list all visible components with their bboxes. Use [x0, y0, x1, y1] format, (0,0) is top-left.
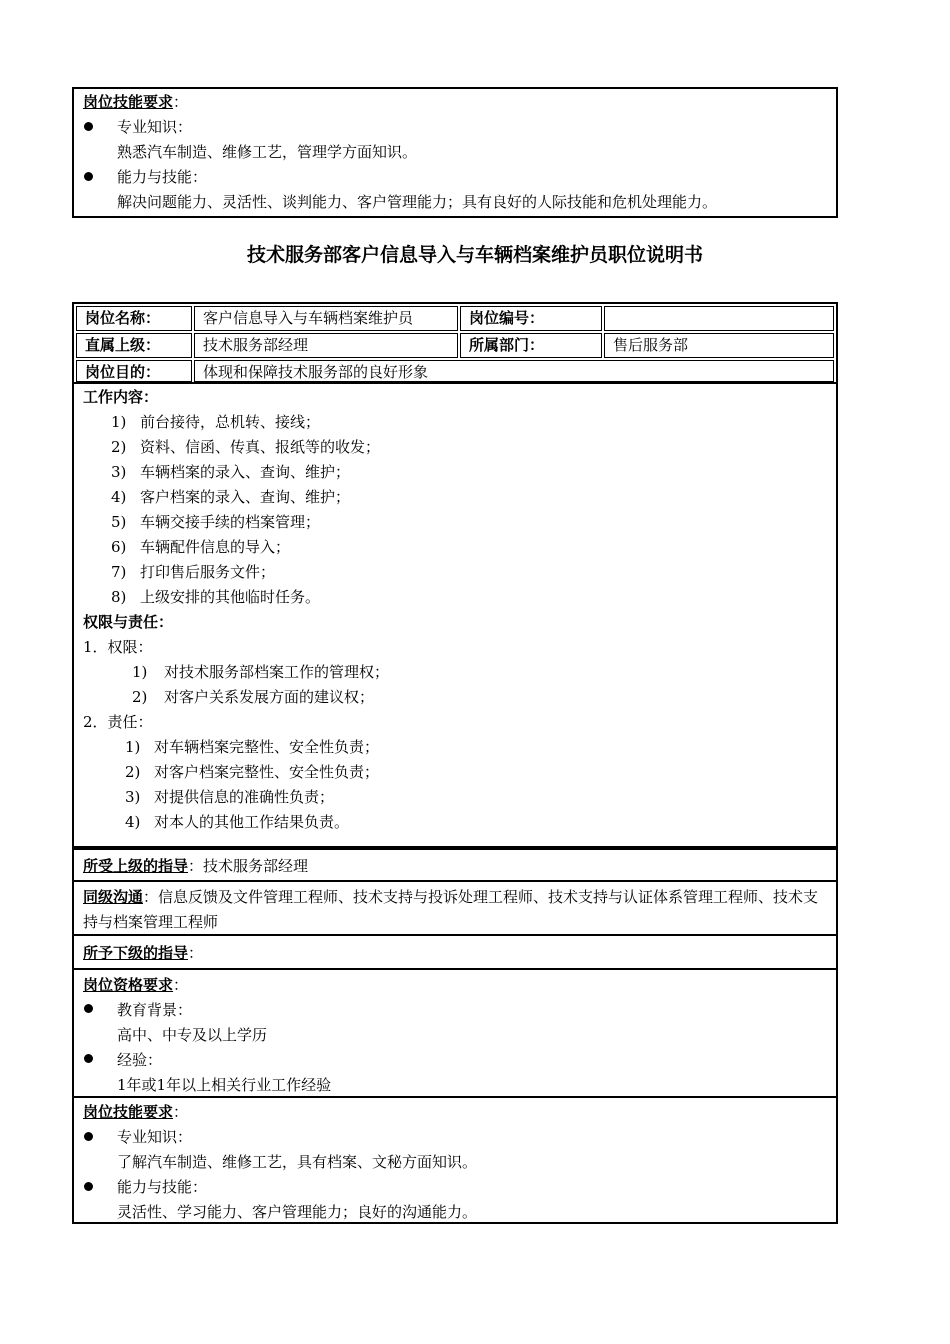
right-item: 对技术服务部档案工作的管理权； [164, 663, 390, 681]
top-skills-heading-suffix: ： [173, 93, 189, 111]
bullet-icon [84, 1182, 93, 1191]
qualification-heading: 岗位资格要求 [83, 976, 174, 994]
skills-detail: 了解汽车制造、维修工艺，具有档案、文秘方面知识。 [117, 1153, 478, 1171]
work-item-num: 5) [111, 513, 127, 531]
work-item: 车辆档案的录入、查询、维护； [140, 463, 351, 481]
work-item-num: 6) [111, 538, 127, 556]
bullet-icon [84, 1054, 93, 1063]
document-title: 技术服务部客户信息导入与车辆档案维护员职位说明书 [246, 244, 703, 266]
right-item: 对客户关系发展方面的建议权； [164, 688, 375, 706]
bullet-icon [84, 122, 93, 131]
work-item-num: 7) [111, 563, 127, 581]
right-item-num: 1) [132, 663, 148, 681]
duty-item: 对客户档案完整性、安全性负责； [154, 763, 380, 781]
purpose-label: 岗位目的： [76, 360, 192, 382]
top-skills-heading-line [83, 90, 188, 115]
top-skill-label: 能力与技能： [117, 168, 208, 186]
top-skill-label: 专业知识： [117, 118, 193, 136]
authority-heading: 权限与责任： [83, 613, 174, 631]
communication-section [72, 880, 838, 936]
rights-heading: 1．权限： [83, 638, 153, 656]
department-label: 所属部门： [460, 333, 602, 358]
top-skill-detail: 解决问题能力、灵活性、谈判能力、客户管理能力；具有良好的人际技能和危机处理能力。 [117, 193, 718, 211]
communication-text [83, 885, 833, 935]
skills-heading-suffix: ： [173, 1103, 189, 1121]
duty-item-num: 1) [125, 738, 141, 756]
guidance-received-line [83, 854, 308, 879]
work-item: 前台接待，总机转、接线； [140, 413, 321, 431]
work-item: 资料、信函、传真、报纸等的收发； [140, 438, 381, 456]
guidance-received-label: 所受上级的指导 [83, 857, 189, 875]
work-item-num: 1) [111, 413, 127, 431]
communication-label: 同级沟通 [83, 888, 144, 906]
duty-item-num: 2) [125, 763, 141, 781]
superior-value: 技术服务部经理 [194, 333, 458, 358]
superior-label: 直属上级： [76, 333, 192, 358]
duties-heading: 2．责任： [83, 713, 153, 731]
skills-detail: 灵活性、学习能力、客户管理能力；良好的沟通能力。 [117, 1203, 478, 1221]
work-item-num: 8) [111, 588, 127, 606]
top-skills-heading: 岗位技能要求 [83, 93, 174, 111]
duty-item-num: 3) [125, 788, 141, 806]
guidance-given-line [83, 941, 203, 966]
guidance-given-value: ： [188, 944, 204, 962]
work-item: 客户档案的录入、查询、维护； [140, 488, 351, 506]
communication-value: ：信息反馈及文件管理工程师、技术支持与投诉处理工程师、技术支持与认证体系管理工程师、技术支持与档案管理工程师 [83, 888, 819, 931]
work-item-num: 4) [111, 488, 127, 506]
duty-item: 对本人的其他工作结果负责。 [154, 813, 350, 831]
qualification-detail: 高中、中专及以上学历 [117, 1026, 268, 1044]
bullet-icon [84, 1004, 93, 1013]
info-table [72, 302, 838, 384]
position-code-label: 岗位编号： [460, 306, 602, 331]
work-item-num: 2) [111, 438, 127, 456]
duty-item-num: 4) [125, 813, 141, 831]
right-item-num: 2) [132, 688, 148, 706]
qualification-heading-suffix: ： [173, 976, 189, 994]
top-skills-section [72, 87, 838, 218]
position-name-value: 客户信息导入与车辆档案维护员 [194, 306, 458, 331]
work-item: 车辆配件信息的导入； [140, 538, 291, 556]
work-item: 上级安排的其他临时任务。 [140, 588, 321, 606]
duty-item: 对车辆档案完整性、安全性负责； [154, 738, 380, 756]
skills-label: 能力与技能： [117, 1178, 208, 1196]
position-code-value [604, 306, 834, 331]
work-item: 车辆交接手续的档案管理； [140, 513, 321, 531]
skills-label: 专业知识： [117, 1128, 193, 1146]
qualification-heading-line [83, 973, 188, 998]
guidance-given-section [72, 934, 838, 970]
work-content-section [72, 384, 838, 848]
qualification-detail: 1年或1年以上相关行业工作经验 [117, 1076, 332, 1094]
bullet-icon [84, 1132, 93, 1141]
duty-item: 对提供信息的准确性负责； [154, 788, 335, 806]
purpose-value: 体现和保障技术服务部的良好形象 [194, 360, 834, 382]
skills-heading: 岗位技能要求 [83, 1103, 174, 1121]
guidance-received-section [72, 848, 838, 882]
work-heading: 工作内容： [83, 388, 159, 406]
qualification-label: 教育背景： [117, 1001, 193, 1019]
skills-section [72, 1096, 838, 1224]
qualification-label: 经验： [117, 1051, 163, 1069]
department-value: 售后服务部 [604, 333, 834, 358]
bullet-icon [84, 172, 93, 181]
work-item-num: 3) [111, 463, 127, 481]
guidance-received-value: ：技术服务部经理 [188, 857, 309, 875]
top-skill-detail: 熟悉汽车制造、维修工艺，管理学方面知识。 [117, 143, 418, 161]
qualification-section [72, 968, 838, 1098]
skills-heading-line [83, 1100, 188, 1125]
work-item: 打印售后服务文件； [140, 563, 276, 581]
position-name-label: 岗位名称： [76, 306, 192, 331]
guidance-given-label: 所予下级的指导 [83, 944, 189, 962]
